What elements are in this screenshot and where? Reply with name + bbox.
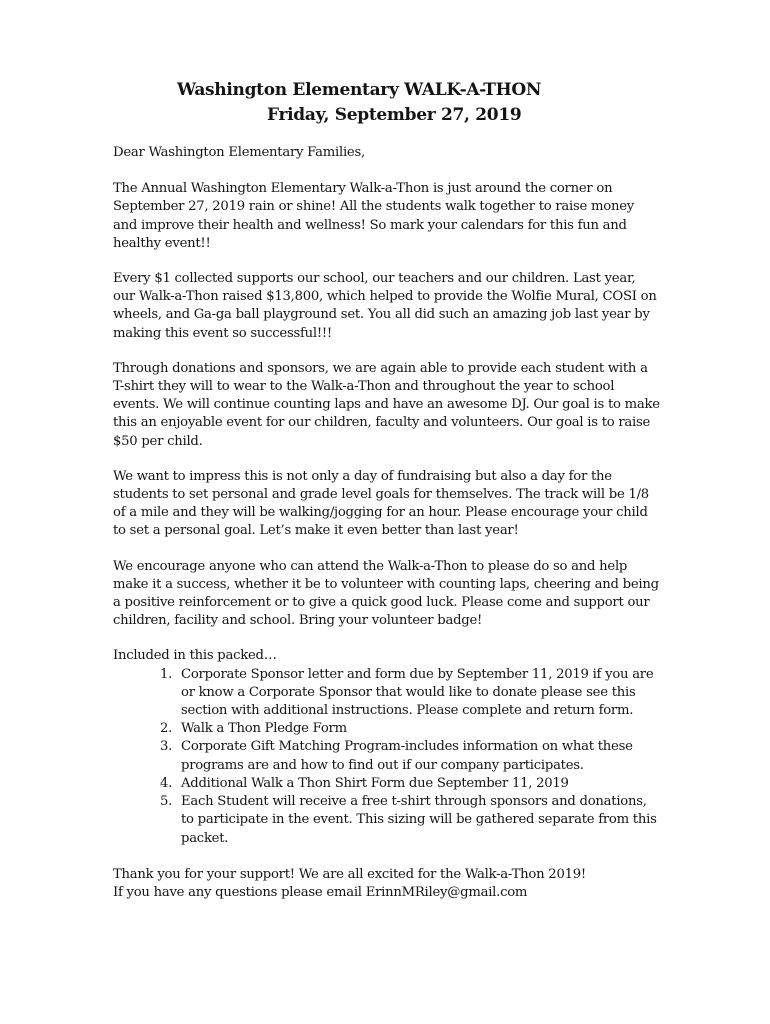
paragraph-donations: Through donations and sponsors, we are again able to provide each student with a T-shirt they will to wear to the Walk-a-Thon and throughout the year to school events. We will continue counting laps and have an awesome DJ. Our goal is to make this an enjoyable event for our children, faculty and volunteers. Our goal is to raise $50 per child. [113,360,660,449]
letter-title: Washington Elementary WALK-A-THON [177,80,542,100]
packet-list [113,666,661,848]
paragraph-funds: Every $1 collected supports our school, our teachers and our children. Last year, our Walk-a-Thon raised $13,800, which helped to provide the Wolfie Mural, COSI on wheels, and Ga-ga ball playground set. You all did such an amazing job last year by making this event so successful!!! [113,271,657,341]
letter-body [113,144,661,902]
paragraph-intro: The Annual Washington Elementary Walk-a-Thon is just around the corner on September 27, 2019 rain or shine! All the students walk together to raise money and improve their health and wellness! So mark your calendars for this fun and healthy event!! [113,181,634,251]
paragraph-volunteers: We encourage anyone who can attend the Walk-a-Thon to please do so and help make it a success, whether it be to volunteer with counting laps, cheering and being a positive reinforcement or to give a quick good luck. Please come and support our children, facility and school. Bring your volunteer badge! [113,558,659,629]
list-item: Each Student will receive a free t-shirt through sponsors and donations, to participate in the event. This sizing will be gathered separate from this packet. [181,794,657,846]
greeting: Dear Washington Elementary Families, [113,145,365,160]
paragraph-goals: We want to impress this is not only a day of fundraising but also a day for the students to set personal and grade level goals for themselves. The track will be 1/8 of a mile and they will be walking/jogging for an hour. Please encourage your child to set a personal goal. Let’s make it even better than last year! [113,468,649,539]
packet-intro: Included in this packed… [113,648,277,664]
list-item: Walk a Thon Pledge Form [181,721,347,737]
event-date: Friday, September 27, 2019 [267,105,522,125]
list-item: Corporate Sponsor letter and form due by September 11, 2019 if you are or know a Corporate Sponsor that would like to donate please see this section with additional instructions. Please complete and return form. [181,666,654,719]
list-item: Corporate Gift Matching Program-includes information on what these programs are and how to find out if our company participates. [181,739,633,773]
closing [113,866,661,902]
closing-thanks: Thank you for your support! We are all excited for the Walk-a-Thon 2019! [113,866,586,882]
list-item: Additional Walk a Thon Shirt Form due September 11, 2019 [181,775,569,791]
closing-contact: If you have any questions please email ErinnMRiley@gmail.com [113,884,528,900]
